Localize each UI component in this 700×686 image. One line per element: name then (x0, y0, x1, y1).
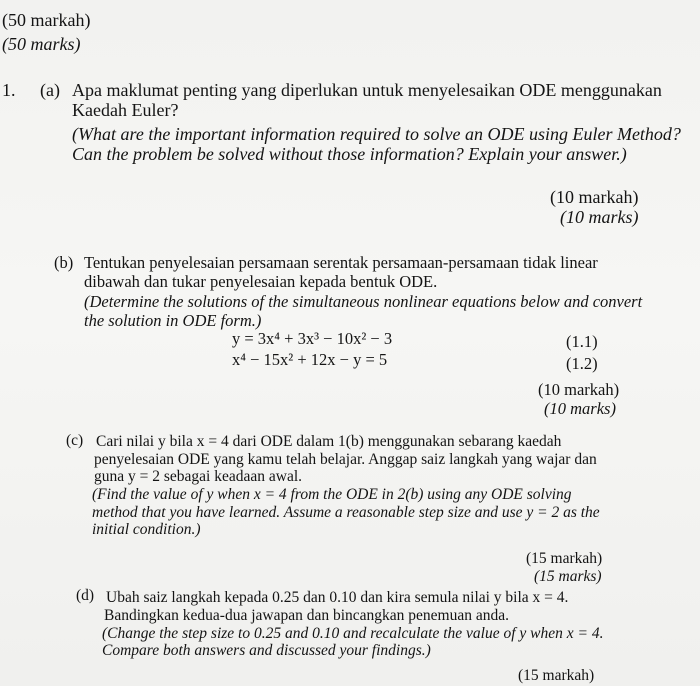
part-a-malay-line-2: Kaedah Euler? (72, 100, 179, 120)
part-c-malay-line-1: Cari nilai y bila x = 4 dari ODE dalam 1(b) menggunakan sebarang kaedah (96, 433, 562, 450)
part-d-malay-line-1: Ubah saiz langkah kepada 0.25 dan 0.10 dan kira semula nilai y bila x = 4. (106, 589, 569, 606)
equation-1-1: y = 3x⁴ + 3x³ − 10x² − 3 (232, 329, 393, 348)
part-c-marks-malay: (15 markah) (526, 550, 603, 567)
part-b-malay-line-1: Tentukan penyelesaian persamaan serentak persamaan-persamaan tidak linear (84, 253, 598, 272)
part-c-english-line-3: initial condition.) (92, 521, 201, 538)
equation-1-2: x⁴ − 15x² + 12x − y = 5 (232, 350, 388, 369)
part-b-marks-english: (10 marks) (544, 399, 616, 418)
part-c-malay-line-2: penyelesaian ODE yang kamu telah belajar. Anggap saiz langkah yang wajar dan (94, 451, 597, 468)
part-a-malay-line-1: Apa maklumat penting yang diperlukan untuk menyelesaikan ODE menggunakan (72, 80, 662, 100)
part-a-english-line-1: (What are the important information required to solve an ODE using Euler Method? (72, 124, 681, 144)
question-number: 1. (2, 80, 16, 100)
part-c-malay-line-3: guna y = 2 sebagai keadaan awal. (94, 468, 303, 485)
part-b-english-line-2: the solution in ODE form.) (84, 311, 262, 330)
total-marks-malay: (50 markah) (2, 10, 91, 30)
part-b-label: (b) (54, 253, 74, 272)
part-a-marks-malay: (10 markah) (550, 187, 639, 207)
equation-1-2-tag: (1.2) (566, 354, 598, 373)
part-a-label: (a) (40, 80, 60, 100)
equation-1-1-tag: (1.1) (566, 332, 598, 351)
part-d-marks-malay: (15 markah) (518, 667, 595, 684)
part-d-malay-line-2: Bandingkan kedua-dua jawapan dan bincangkan penemuan anda. (104, 607, 509, 624)
part-c-label: (c) (66, 432, 84, 449)
part-a-english-line-2: Can the problem be solved without those information? Explain your answer.) (72, 144, 627, 164)
part-d-english-line-2: Compare both answers and discussed your findings.) (102, 642, 431, 659)
total-marks-english: (50 marks) (2, 34, 81, 54)
part-d-english-line-1: (Change the step size to 0.25 and 0.10 and recalculate the value of y when x = 4. (102, 625, 604, 642)
part-c-english-line-1: (Find the value of y when x = 4 from the ODE in 2(b) using any ODE solving (92, 486, 572, 503)
part-d-label: (d) (76, 587, 95, 604)
part-a-marks-english: (10 marks) (560, 207, 639, 227)
part-b-english-line-1: (Determine the solutions of the simultaneous nonlinear equations below and convert (84, 292, 643, 311)
part-b-malay-line-2: dibawah dan tukar penyelesaian kepada bentuk ODE. (84, 272, 438, 291)
part-c-english-line-2: method that you have learned. Assume a reasonable step size and use y = 2 as the (92, 504, 600, 521)
part-b-marks-malay: (10 markah) (538, 380, 620, 399)
part-c-marks-english: (15 marks) (534, 568, 602, 585)
